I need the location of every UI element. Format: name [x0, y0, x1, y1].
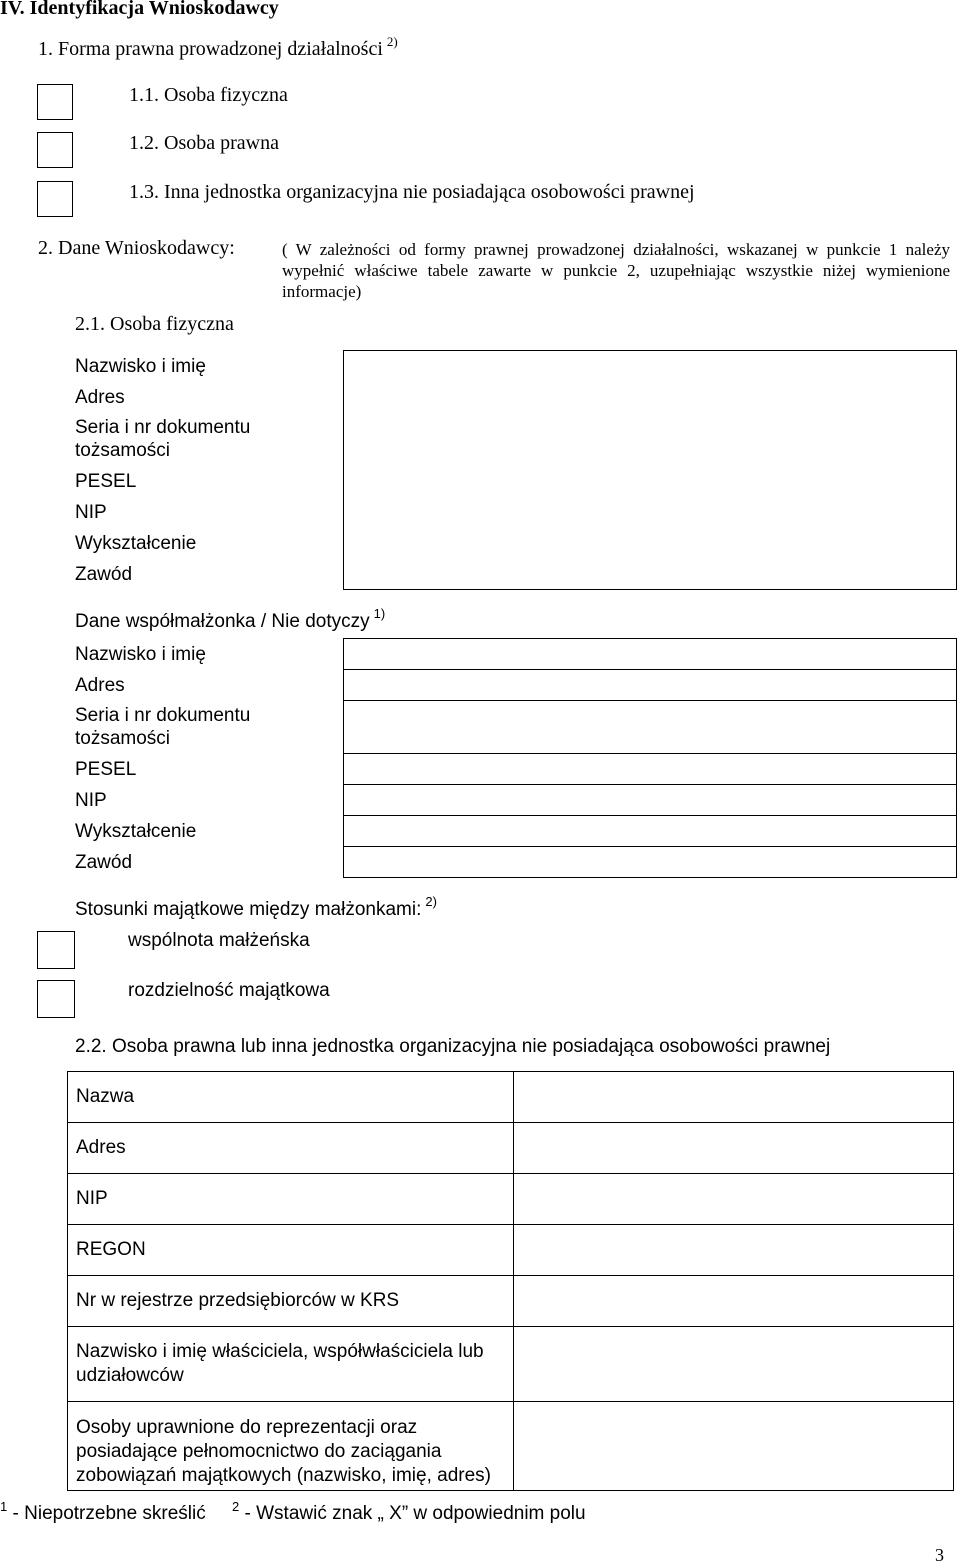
- section2-note: ( W zależności od formy prawnej prowadzonej działalności, wskazanej w punkcie 1 należy wypełnić właściwe tabele zawarte w punkcie 2, uzupełniając wszystkie niżej wymienione informacje): [282, 240, 950, 301]
- footnote-text: - Niepotrzebne skreślić: [12, 1503, 206, 1524]
- row-label: NIP: [68, 1174, 514, 1225]
- table-row: [67, 754, 957, 785]
- table-row: [68, 1402, 954, 1491]
- firm-representatives-field[interactable]: [514, 1402, 954, 1491]
- row-label: PESEL: [75, 758, 137, 780]
- table-row: [68, 1225, 954, 1276]
- row-label: NIP: [75, 501, 107, 523]
- section1-title: [38, 34, 398, 61]
- row-label: Nazwisko i imię: [75, 355, 206, 377]
- firm-regon-field[interactable]: [514, 1225, 954, 1276]
- firm-address-field[interactable]: [514, 1123, 954, 1174]
- row-label: Nazwa: [68, 1072, 514, 1123]
- table-row: [68, 1123, 954, 1174]
- spouse-education-field[interactable]: [344, 816, 957, 847]
- row-label: Seria i nr dokumentu tożsamości: [75, 705, 251, 749]
- table-row: [68, 1276, 954, 1327]
- osoba-prawna-table: [67, 1071, 954, 1491]
- footnote-number: 2: [232, 1499, 240, 1514]
- row-label: Zawód: [75, 851, 133, 873]
- checkbox-osoba-fizyczna[interactable]: [37, 84, 73, 120]
- table-row: [67, 847, 957, 878]
- firm-name-field[interactable]: [514, 1072, 954, 1123]
- osoba-fizyczna-value-field[interactable]: [344, 351, 957, 590]
- row-label: Adres: [75, 674, 125, 696]
- footnote-ref: 1): [373, 606, 386, 621]
- footnote-ref: 2): [386, 34, 398, 49]
- row-label: Nazwisko i imię: [75, 643, 206, 665]
- row-label: Nr w rejestrze przedsiębiorców w KRS: [68, 1276, 514, 1327]
- row-label: Zawód: [75, 563, 133, 585]
- option-label-inna-jednostka: 1.3. Inna jednostka organizacyjna nie posiadająca osobowości prawnej: [129, 181, 695, 203]
- table-row: [67, 670, 957, 701]
- table-row: [67, 701, 957, 754]
- section21-title: 2.1. Osoba fizyczna: [75, 313, 234, 335]
- row-label: Seria i nr dokumentu tożsamości: [75, 417, 251, 461]
- option-label-rozdzielnosc: rozdzielność majątkowa: [128, 980, 330, 1001]
- property-title-text: Stosunki majątkowe między małżonkami:: [75, 899, 422, 920]
- row-label: Wykształcenie: [75, 820, 197, 842]
- spouse-pesel-field[interactable]: [344, 754, 957, 785]
- row-label: Adres: [75, 386, 125, 408]
- row-label: Wykształcenie: [75, 532, 197, 554]
- table-row: [67, 816, 957, 847]
- property-title: [75, 894, 437, 921]
- firm-krs-field[interactable]: [514, 1276, 954, 1327]
- section-heading: IV. Identyfikacja Wnioskodawcy: [0, 0, 279, 19]
- spouse-occupation-field[interactable]: [344, 847, 957, 878]
- footnote-text: - Wstawić znak „ X” w odpowiednim polu: [244, 1503, 586, 1524]
- page-number: 3: [935, 1545, 944, 1565]
- firm-nip-field[interactable]: [514, 1174, 954, 1225]
- table-row: [67, 639, 957, 670]
- footnote-ref: 2): [425, 894, 437, 909]
- table-row: [67, 785, 957, 816]
- row-label: PESEL: [75, 470, 137, 492]
- row-label: REGON: [68, 1225, 514, 1276]
- table-row: [68, 1072, 954, 1123]
- spouse-nip-field[interactable]: [344, 785, 957, 816]
- row-label: NIP: [75, 789, 107, 811]
- table-row: [68, 1327, 954, 1402]
- table-row: [67, 351, 957, 382]
- osoba-fizyczna-table: [67, 350, 957, 590]
- option-label-wspolnota: wspólnota małżeńska: [128, 930, 310, 951]
- row-label: Nazwisko i imię właściciela, współwłaściciela lub udziałowców: [68, 1327, 514, 1402]
- footnote-2: [232, 1499, 586, 1525]
- spouse-table: [67, 638, 957, 878]
- checkbox-inna-jednostka[interactable]: [37, 181, 73, 217]
- table-row: [68, 1174, 954, 1225]
- footnote-1: [0, 1499, 206, 1525]
- section22-title: 2.2. Osoba prawna lub inna jednostka organizacyjna nie posiadająca osobowości prawnej: [75, 1036, 831, 1057]
- firm-owners-field[interactable]: [514, 1327, 954, 1402]
- option-label-osoba-prawna: 1.2. Osoba prawna: [129, 132, 279, 154]
- section1-title-text: 1. Forma prawna prowadzonej działalności: [38, 38, 383, 60]
- spouse-address-field[interactable]: [344, 670, 957, 701]
- spouse-title-text: Dane współmałżonka / Nie dotyczy: [75, 611, 370, 632]
- footnote-number: 1: [0, 1499, 8, 1514]
- section2-title: 2. Dane Wnioskodawcy:: [38, 237, 235, 259]
- spouse-id-document-field[interactable]: [344, 701, 957, 754]
- checkbox-osoba-prawna[interactable]: [37, 132, 73, 168]
- row-label: Osoby uprawnione do reprezentacji oraz posiadające pełnomocnictwo do zaciągania zobowiązań majątkowych (nazwisko, imię, adres): [68, 1402, 514, 1491]
- checkbox-wspolnota[interactable]: [37, 931, 75, 969]
- spouse-title: [75, 606, 386, 633]
- row-label: Adres: [68, 1123, 514, 1174]
- option-label-osoba-fizyczna: 1.1. Osoba fizyczna: [129, 84, 288, 106]
- checkbox-rozdzielnosc[interactable]: [37, 980, 75, 1018]
- spouse-name-field[interactable]: [344, 639, 957, 670]
